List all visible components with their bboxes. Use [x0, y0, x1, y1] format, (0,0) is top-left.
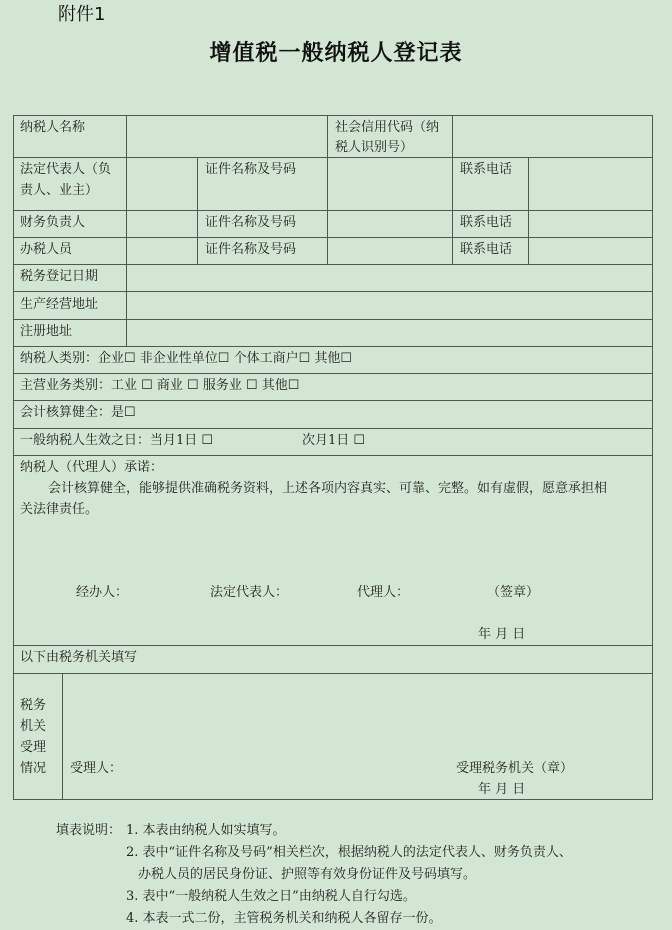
authority-date: 年 月 日 — [478, 782, 526, 797]
notes-label: 填表说明： — [56, 823, 122, 838]
label-reg-date: 税务登记日期 — [20, 269, 99, 284]
label-finance-head: 财务负责人 — [20, 215, 86, 230]
note-item-3: 3. 表中“一般纳税人生效之日”由纳税人自行勾选。 — [126, 889, 416, 904]
authority-side-label-3: 受理 — [20, 740, 47, 755]
label-id-doc-3: 证件名称及号码 — [205, 242, 297, 257]
authority-header: 以下由税务机关填写 — [20, 650, 138, 665]
note-item-1: 1. 本表由纳税人如实填写。 — [126, 823, 286, 838]
label-phone-1: 联系电话 — [460, 162, 513, 177]
note-item-2-cont: 办税人员的居民身份证、护照等有效身份证件及号码填写。 — [138, 867, 477, 882]
pledge-date: 年 月 日 — [478, 627, 526, 642]
label-credit-code: 社会信用代码（纳 — [335, 120, 440, 135]
label-id-doc-1: 证件名称及号码 — [205, 162, 297, 177]
authority-side-label-2: 机关 — [20, 719, 47, 734]
legal-rep-signature: 法定代表人： — [210, 585, 289, 600]
label-id-doc-2: 证件名称及号码 — [205, 215, 297, 230]
label-phone-3: 联系电话 — [460, 242, 513, 257]
note-item-4: 4. 本表一式二份，主管税务机关和纳税人各留存一份。 — [126, 911, 442, 926]
label-legal-rep-cont: 责人、业主） — [20, 183, 99, 198]
note-item-2: 2. 表中“证件名称及号码”相关栏次，根据纳税人的法定代表人、财务负责人、 — [126, 845, 572, 860]
attachment-label: 附件1 — [58, 4, 106, 25]
taxpayer-type-options: 纳税人类别：企业☐ 非企业性单位☐ 个体工商户☐ 其他☐ — [20, 351, 353, 366]
label-credit-code-cont: 税人识别号） — [335, 140, 414, 155]
accounting-sound-option: 会计核算健全：是☐ — [20, 405, 136, 420]
seal-label: （签章） — [487, 585, 540, 600]
label-legal-rep: 法定代表人（负 — [20, 162, 112, 177]
label-taxpayer-name: 纳税人名称 — [20, 120, 86, 135]
label-tax-officer: 办税人员 — [20, 242, 73, 257]
label-reg-address: 注册地址 — [20, 324, 73, 339]
agent-signature: 代理人： — [357, 585, 410, 600]
label-phone-2: 联系电话 — [460, 215, 513, 230]
pledge-text-line1: 会计核算健全，能够提供准确税务资料，上述各项内容真实、可靠、完整。如有虚假，愿意承担相 — [48, 481, 608, 496]
receiving-office-seal: 受理税务机关（章） — [456, 761, 574, 776]
label-biz-address: 生产经营地址 — [20, 297, 99, 312]
pledge-text-line2: 关法律责任。 — [20, 502, 99, 517]
form-title: 增值税一般纳税人登记表 — [209, 40, 463, 66]
effective-date-current: 一般纳税人生效之日：当月1日 ☐ — [20, 433, 214, 448]
receiver-label: 受理人： — [70, 761, 123, 776]
authority-side-label-4: 情况 — [20, 761, 47, 776]
main-business-options: 主营业务类别：工业 ☐ 商业 ☐ 服务业 ☐ 其他☐ — [20, 378, 300, 393]
effective-date-next: 次月1日 ☐ — [302, 433, 366, 448]
authority-side-label-1: 税务 — [20, 698, 47, 713]
pledge-heading: 纳税人（代理人）承诺： — [20, 460, 164, 475]
handler-signature: 经办人： — [76, 585, 129, 600]
